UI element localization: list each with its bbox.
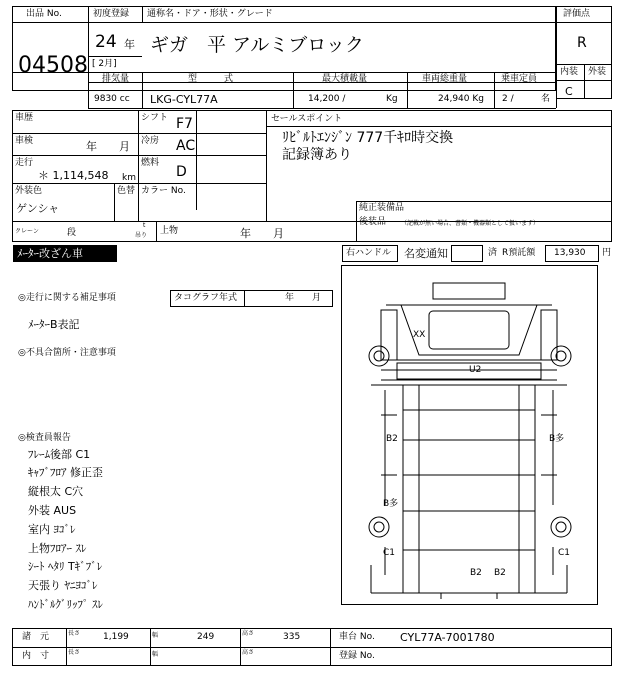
interior-label: 内装 — [560, 67, 579, 77]
max-load-unit: Kg — [386, 94, 398, 104]
reg-label: 登録 No. — [339, 651, 375, 661]
inspector-item: ﾌﾚｰﾑ後部 C1 — [28, 448, 91, 461]
length-value: 1,199 — [103, 632, 129, 642]
fuel-value: D — [176, 164, 187, 180]
name-change-label: 名変通知 — [404, 247, 448, 260]
gross-weight-value: 24,940 Kg — [438, 94, 484, 104]
deposit-label: R預託額 — [502, 248, 536, 258]
crane-dan: 段 — [67, 228, 77, 238]
ac-label: 冷房 — [141, 136, 160, 146]
aftermarket-label: 後装品 — [359, 217, 387, 227]
inspection-value: 年 月 — [86, 140, 130, 153]
chassis-value: CYL77A-7001780 — [400, 631, 495, 644]
inspector-item: ｷｬﾌﾞﾌﾛｱ 修正歪 — [28, 466, 103, 479]
first-reg-year: 24 — [95, 32, 117, 52]
exterior-label: 外装 — [588, 67, 607, 77]
first-reg-month: [ 2月] — [92, 59, 117, 69]
tacho-label: タコグラフ年式 — [174, 293, 238, 303]
rhd-label: 右ハンドル — [346, 248, 392, 258]
fuel-label: 燃料 — [141, 158, 160, 168]
color-code-label: カラー No. — [141, 186, 186, 196]
model-code-value: LKG-CYL77A — [150, 93, 218, 106]
mark-c1-left: C1 — [383, 548, 396, 558]
displacement-label: 排気量 — [102, 74, 130, 84]
inner-length-label: 長さ — [68, 649, 81, 656]
genuine-equipment-label: 純正装備品 — [359, 203, 405, 213]
sales-point-1: ﾘﾋﾞﾙﾄｴﾝｼﾞﾝ 777千ｷﾛ時交換 — [282, 130, 454, 146]
mark-b-many-left: B多 — [383, 499, 399, 509]
inspector-item: ﾊﾝﾄﾞﾙｸﾞﾘｯﾌﾟ ｽﾚ — [28, 598, 103, 611]
max-load-label: 最大積載量 — [322, 74, 368, 84]
inspector-item: 縦根太 C穴 — [28, 485, 84, 498]
year-unit: 年 — [124, 38, 135, 51]
history-label: 車歴 — [15, 113, 34, 123]
model-name-label: 通称名・ドア・形状・グレード — [147, 9, 273, 19]
rating-label: 評価点 — [563, 9, 591, 19]
lot-label: 出品 No. — [26, 9, 62, 19]
inspector-item: 外装 AUS — [28, 504, 77, 517]
mark-c1-right: C1 — [558, 548, 571, 558]
first-reg-label: 初度登録 — [93, 9, 130, 19]
lift-value: 年 月 — [240, 227, 284, 240]
lot-number: 04508 — [18, 53, 88, 78]
mileage-value: ＊ 1,114,548 — [38, 169, 109, 182]
deposit-prefix: 済 — [488, 248, 498, 258]
deposit-unit: 円 — [602, 248, 612, 258]
inspector-item: 室内 ﾖｺﾞﾚ — [28, 523, 76, 536]
shift-value: F7 — [176, 116, 193, 132]
capacity-value: 2 / — [502, 94, 514, 104]
defects-label: ◎不具合箇所・注意事項 — [18, 348, 116, 358]
crane-tsuri: 吊り — [135, 232, 148, 239]
model-name: ギガ 平 アルミブロック — [150, 34, 364, 56]
inspector-item: 上物ﾌﾛｱｰ ｽﾚ — [28, 542, 87, 555]
color-no-label: 色替 — [117, 186, 136, 196]
inner-height-label: 高さ — [242, 649, 255, 656]
mark-b2-bottom-2: B2 — [494, 568, 506, 578]
width-value: 249 — [197, 632, 215, 642]
ac-value: AC — [176, 138, 196, 154]
sales-point-2: 記録簿あり — [282, 147, 352, 163]
crane-label: クレーン — [15, 228, 39, 235]
mark-b-many-right: B多 — [549, 434, 565, 444]
mark-xx: XX — [413, 330, 426, 340]
sales-point-label: セールスポイント — [271, 114, 343, 124]
color-value: ゲンシャ — [16, 202, 60, 215]
mark-u2: U2 — [469, 365, 482, 375]
cab-roof-shape — [433, 283, 505, 299]
displacement-value: 9830 cc — [94, 94, 130, 104]
length-label: 長さ — [68, 630, 81, 637]
gross-weight-label: 車両総重量 — [422, 74, 468, 84]
color-label: 外装色 — [15, 186, 43, 196]
width-label: 幅 — [152, 632, 159, 639]
mileage-label: 走行 — [15, 158, 34, 168]
capacity-label: 乗車定員 — [501, 74, 538, 84]
inspection-label: 車検 — [15, 136, 34, 146]
lift-label: 上物 — [160, 226, 179, 236]
mark-b2-bottom-1: B2 — [470, 568, 482, 578]
inspector-label: ◎検査員報告 — [18, 433, 71, 443]
model-code-label: 型 式 — [188, 74, 234, 84]
inspector-item: ｼｰﾄ ﾍﾀﾘ Tｷﾞﾌﾞﾚ — [28, 560, 103, 573]
dims-label: 諸 元 — [22, 632, 50, 642]
driving-note: ﾒｰﾀｰB表記 — [28, 318, 80, 331]
deposit-value: 13,930 — [554, 248, 586, 258]
inner-width-label: 幅 — [152, 651, 159, 658]
height-label: 高さ — [242, 630, 255, 637]
meter-tamper-badge: ﾒｰﾀｰ改ざん車 — [13, 245, 117, 262]
name-change-box — [451, 245, 483, 262]
max-load-value: 14,200 / — [308, 94, 346, 104]
mileage-unit: km — [122, 173, 136, 183]
inspector-item: 天張り ﾔﾆﾖｺﾞﾚ — [28, 579, 98, 592]
crane-t: t — [143, 222, 146, 229]
tacho-value: 年 月 — [285, 293, 322, 303]
inner-label: 内 寸 — [22, 651, 50, 661]
capacity-unit: 名 — [541, 94, 551, 104]
chassis-label: 車台 No. — [339, 632, 375, 642]
rating-value: R — [577, 35, 587, 51]
mark-b2-left: B2 — [386, 434, 398, 444]
interior-grade: C — [565, 85, 573, 98]
aftermarket-note: （記載が無い場合、書類・機器類として扱います） — [401, 220, 540, 227]
shift-label: シフト — [141, 113, 169, 123]
driving-label: ◎走行に関する補足事項 — [18, 293, 116, 303]
height-value: 335 — [283, 632, 301, 642]
